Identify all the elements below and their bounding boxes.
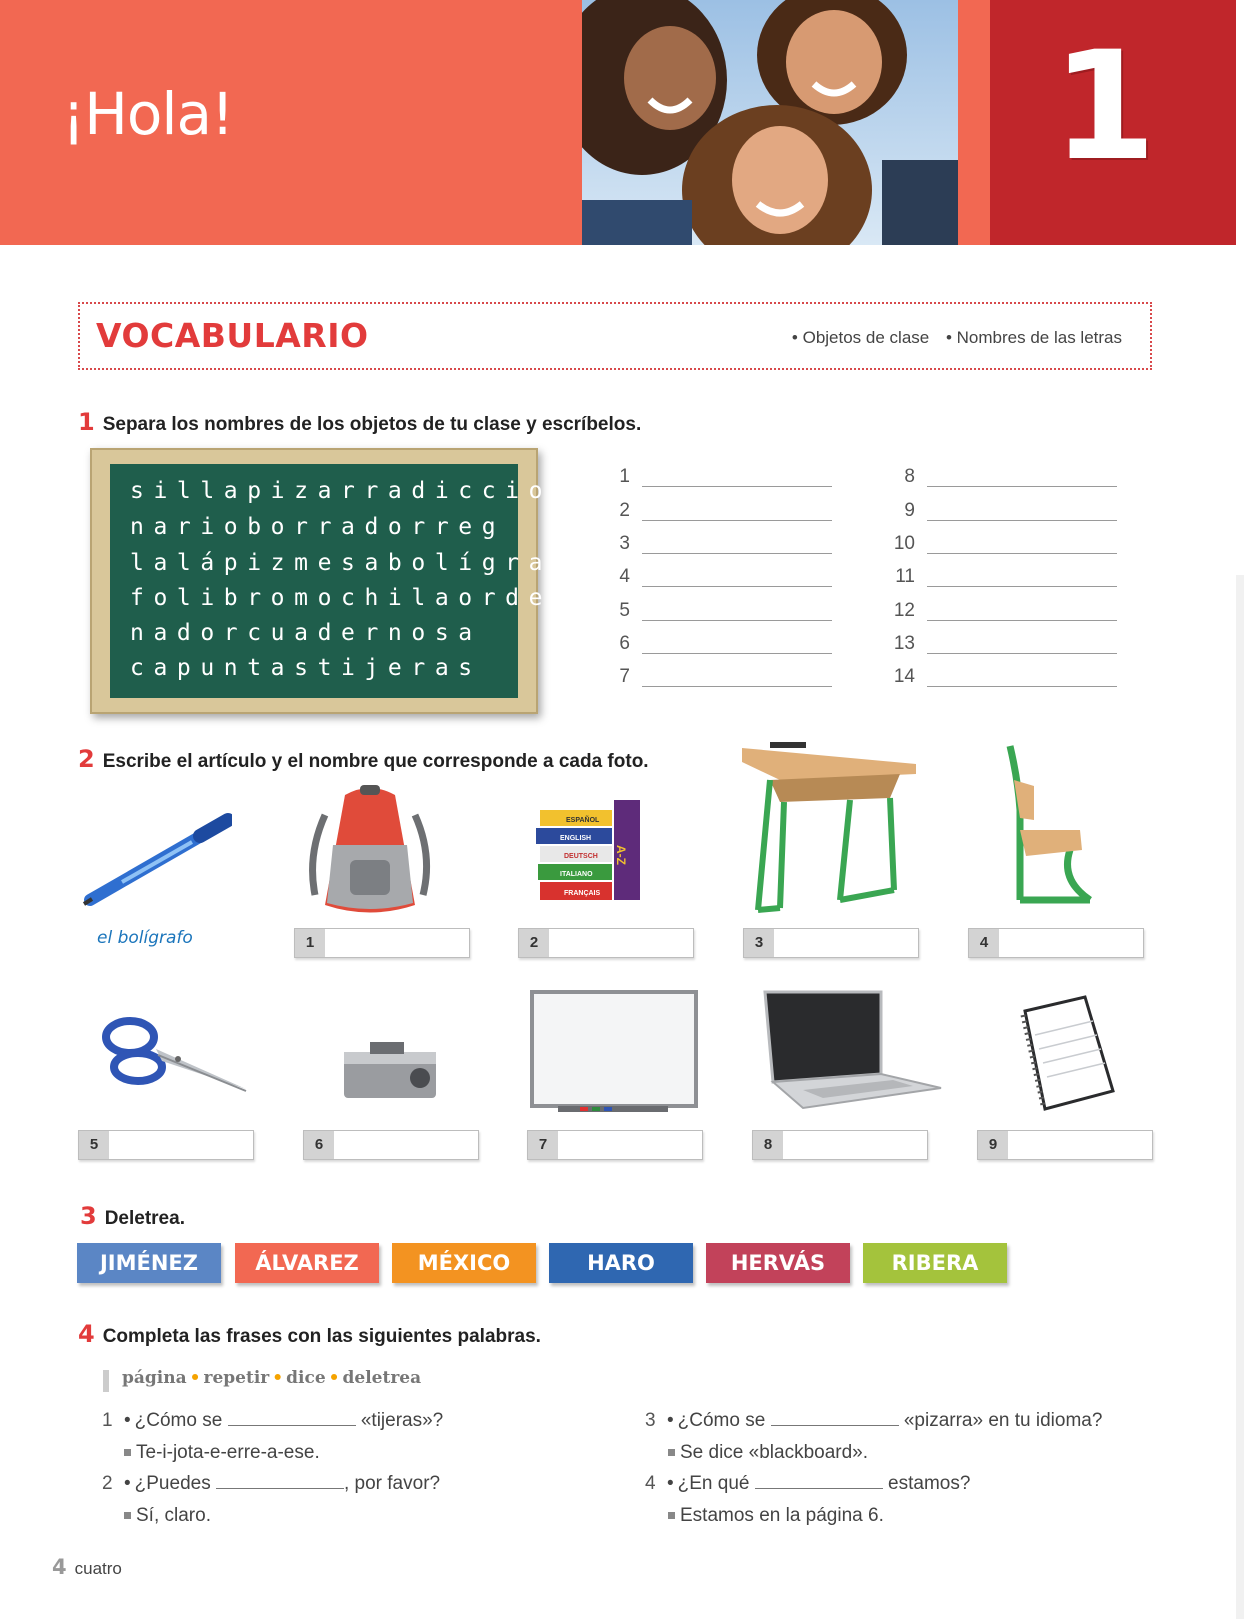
laptop-image [763, 990, 943, 1110]
book-label: A-Z [614, 845, 628, 865]
answer-box-8[interactable]: 8 [752, 1130, 928, 1160]
answer-line-1[interactable]: 1 [600, 466, 820, 496]
sentence-2-answer: Sí, claro. [124, 1505, 211, 1527]
answer-line-9[interactable]: 9 [885, 500, 1105, 530]
chalkboard-surface [110, 464, 553, 698]
answer-box-1[interactable]: 1 [294, 928, 470, 958]
sentence-2-question: 2 • ¿Puedes , por favor? [102, 1473, 441, 1494]
fill-blank-1[interactable] [228, 1412, 356, 1426]
exercise-4-heading [78, 1320, 541, 1348]
pencil-sharpener-image [340, 1040, 440, 1100]
answer-box-6[interactable]: 6 [303, 1130, 479, 1160]
answer-line-13[interactable]: 13 [885, 633, 1105, 663]
vocabulario-box [78, 302, 1152, 370]
topic-item: • Objetos de clase [791, 328, 930, 347]
header-photo-kids [582, 0, 958, 245]
books-image [530, 800, 650, 910]
answer-line-7[interactable]: 7 [600, 666, 820, 696]
answer-line-11[interactable]: 11 [885, 566, 1105, 596]
answer-box-5[interactable]: 5 [78, 1130, 254, 1160]
scissors-image [100, 1015, 250, 1095]
spell-word-haro: HARO [549, 1243, 693, 1283]
header-gap [958, 0, 990, 245]
notebook-image [1005, 995, 1115, 1115]
spell-word-jimenez: JIMÉNEZ [77, 1243, 221, 1283]
answer-line-14[interactable]: 14 [885, 666, 1105, 696]
sentence-1-question: 1 • ¿Cómo se «tijeras»? [102, 1410, 444, 1431]
header-banner [0, 0, 582, 245]
exercise-number: 4 [78, 1320, 95, 1348]
fill-blank-3[interactable] [771, 1412, 899, 1426]
board-row: sillapizarradiccio [130, 478, 553, 504]
bank-word: página [122, 1368, 187, 1388]
sentence-4-question: 4 • ¿En qué estamos? [645, 1473, 971, 1494]
board-row: lalápizmesabolígra [130, 550, 553, 576]
exercise-instruction: Escribe el artículo y el nombre que corresponde a cada foto. [102, 751, 649, 772]
book-label: DEUTSCH [564, 853, 598, 860]
bank-word: deletrea [342, 1368, 422, 1388]
answer-line-4[interactable]: 4 [600, 566, 820, 596]
unit-number: 1 [1052, 20, 1157, 194]
page-number: 4 [52, 1555, 67, 1579]
section-title: VOCABULARIO [96, 316, 369, 355]
board-row: nadorcuadernosa [130, 620, 482, 646]
sentence-4-answer: Estamos en la página 6. [668, 1505, 884, 1527]
exercise-2-heading [78, 745, 649, 773]
desk-image [740, 740, 920, 920]
board-row: narioborradorreg [130, 514, 506, 540]
sentence-3-question: 3 • ¿Cómo se «pizarra» en tu idioma? [645, 1410, 1103, 1431]
bank-word: dice [286, 1368, 326, 1388]
page-word: cuatro [74, 1559, 122, 1578]
answer-box-4[interactable]: 4 [968, 928, 1144, 958]
spell-word-mexico: MÉXICO [392, 1243, 536, 1283]
exercise-instruction: Completa las frases con las siguientes palabras. [102, 1326, 541, 1347]
section-topics [780, 328, 1122, 348]
chair-image [1000, 740, 1110, 915]
word-bank: página • repetir • dice • deletrea [122, 1368, 422, 1388]
page-edge-rule [1236, 575, 1244, 1619]
book-label: FRANÇAIS [564, 890, 601, 897]
answer-box-9[interactable]: 9 [977, 1130, 1153, 1160]
page-footer [52, 1555, 122, 1579]
topic-item: • Nombres de las letras [945, 328, 1122, 347]
answer-line-3[interactable]: 3 [600, 533, 820, 563]
board-row: capuntastijeras [130, 655, 482, 681]
answer-line-2[interactable]: 2 [600, 500, 820, 530]
exercise-instruction: Separa los nombres de los objetos de tu clase y escríbelos. [102, 414, 642, 435]
spell-word-hervas: HERVÁS [706, 1243, 850, 1283]
example-answer: el bolígrafo [97, 928, 193, 948]
exercise-number: 1 [78, 408, 95, 436]
chalkboard-word-search [90, 448, 553, 714]
backpack-image [305, 785, 435, 920]
answer-line-12[interactable]: 12 [885, 600, 1105, 630]
answer-box-7[interactable]: 7 [527, 1130, 703, 1160]
fill-blank-4[interactable] [755, 1475, 883, 1489]
exercise-number: 2 [78, 745, 95, 773]
pen-image [82, 810, 232, 910]
whiteboard-image [530, 990, 698, 1115]
book-label: ITALIANO [560, 871, 593, 878]
book-label: ENGLISH [560, 835, 592, 842]
board-row: folibromochilaorde [130, 585, 553, 611]
book-label: ESPAÑOL [566, 817, 600, 824]
sentence-3-answer: Se dice «blackboard». [668, 1442, 868, 1464]
answer-box-3[interactable]: 3 [743, 928, 919, 958]
word-bank-marker [103, 1370, 109, 1392]
answer-line-8[interactable]: 8 [885, 466, 1105, 496]
sentence-1-answer: Te-i-jota-e-erre-a-ese. [124, 1442, 320, 1464]
answer-line-10[interactable]: 10 [885, 533, 1105, 563]
answer-line-5[interactable]: 5 [600, 600, 820, 630]
exercise-number: 3 [80, 1202, 97, 1230]
exercise-instruction: Deletrea. [104, 1208, 185, 1229]
spell-word-ribera: RIBERA [863, 1243, 1007, 1283]
answer-box-2[interactable]: 2 [518, 928, 694, 958]
fill-blank-2[interactable] [216, 1475, 344, 1489]
spell-word-alvarez: ÁLVAREZ [235, 1243, 379, 1283]
exercise-3-heading [80, 1202, 185, 1230]
bank-word: repetir [203, 1368, 270, 1388]
answer-line-6[interactable]: 6 [600, 633, 820, 663]
exercise-1-heading [78, 408, 641, 436]
unit-title: ¡Hola! [62, 80, 234, 148]
